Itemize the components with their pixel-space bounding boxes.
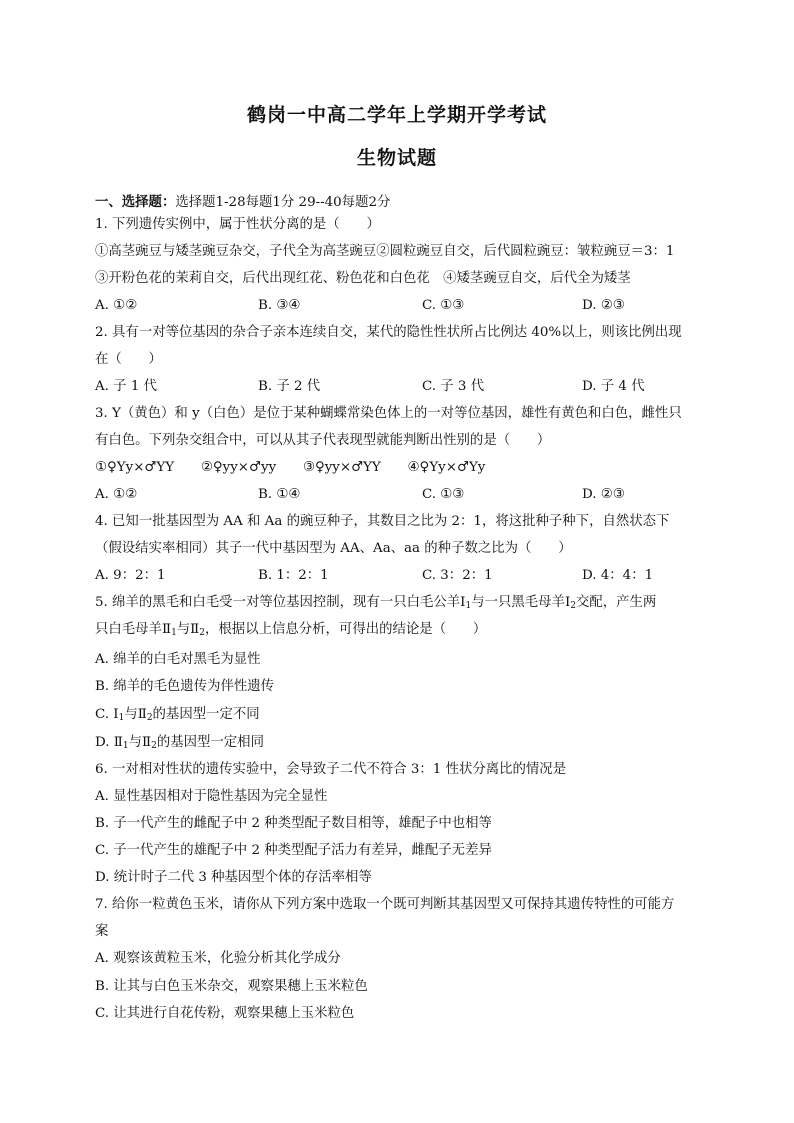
q5c-text: 与Ⅱ	[124, 707, 147, 722]
q4-stem: 4. 已知一批基因型为 AA 和 Aa 的豌豆种子，其数目之比为 2：1，将这批种子种下，自然状态下	[95, 514, 670, 529]
q5-text: 5. 绵羊的黑毛和白毛受一对等位基因控制，现有一只白毛公羊Ⅰ	[95, 595, 466, 610]
q5-option-b: B. 绵羊的毛色遗传为伴性遗传	[95, 679, 275, 694]
q7-option-c: C. 让其进行自花传粉，观察果穗上玉米粒色	[95, 1006, 355, 1021]
section-heading	[95, 196, 390, 209]
q7-option-a: A. 观察该黄粒玉米，化验分析其化学成分	[95, 951, 341, 966]
q5c-sub: 1	[118, 713, 125, 723]
q5-text: 只白毛母羊Ⅱ	[95, 622, 172, 637]
q5-text: ，根据以上信息分析，可得出的结论是（ ）	[205, 622, 487, 637]
q5d-sub: 1	[122, 741, 129, 751]
q3-stem: 3. Y（黄色）和 y（白色）是位于某种蝴蝶常染色体上的一对等位基因，雄性有黄色和白色，雌性只	[95, 406, 682, 421]
q1-line2: ①高茎豌豆与矮茎豌豆杂交，子代全为高茎豌豆②圆粒豌豆自交，后代圆粒豌豆：皱粒豌豆＝3：1	[95, 244, 675, 259]
section-desc: 选择题1-28每题1分 29--40每题2分	[175, 195, 391, 210]
q4-line2: （假设结实率相同）其子一代中基因型为 AA、Aa、aa 的种子数之比为（ ）	[95, 541, 572, 556]
q3-combos: ①♀Yy×♂YY ②♀yy×♂yy ③♀yy×♂YY ④♀Yy×♂Yy	[95, 460, 486, 475]
q5-text: 与Ⅱ	[176, 622, 200, 637]
section-label: 一、选择题：	[95, 194, 176, 210]
q5-sub: 2	[570, 601, 576, 611]
q5-sub: 1	[171, 628, 177, 638]
q5c-text: C. Ⅰ	[95, 707, 119, 722]
page-title: 鹤岗一中高二学年上学期开学考试	[246, 104, 547, 126]
q2-option-b: B. 子 2 代	[258, 379, 321, 394]
q5-option-a: A. 绵羊的白毛对黑毛为显性	[95, 652, 261, 667]
q5-line2	[95, 623, 486, 636]
q1-stem: 1. 下列遗传实例中，属于性状分离的是（ ）	[95, 217, 380, 232]
page-subtitle: 生物试题	[356, 147, 437, 169]
q3-option-d: D. ②③	[582, 487, 625, 502]
q4-option-c: C. 3：2：1	[422, 568, 493, 583]
q1-option-a: A. ①②	[95, 298, 138, 313]
q3-line2: 有白色。下列杂交组合中，可以从其子代表现型就能判断出性别的是（ ）	[95, 433, 551, 448]
q7-stem: 7. 给你一粒黄色玉米，请你从下列方案中选取一个既可判断其基因型又可保持其遗传特性的可能方	[95, 897, 675, 912]
q5-text: 与一只黑毛母羊Ⅰ	[471, 595, 571, 610]
q6-stem: 6. 一对相对性状的遗传实验中，会导致子二代不符合 3：1 性状分离比的情况是	[95, 762, 567, 777]
q5d-text: 的基因型一定相同	[156, 735, 264, 750]
q2-option-d: D. 子 4 代	[582, 379, 645, 394]
q6-option-d: D. 统计时子二代 3 种基因型个体的存活率相等	[95, 870, 372, 885]
q5-text: 交配，产生两	[575, 595, 657, 610]
q2-stem: 2. 具有一对等位基因的杂合子亲本连续自交，某代的隐性性状所占比例达 40%以上，则该比例出现	[95, 325, 682, 340]
q5d-text: 与Ⅱ	[128, 735, 152, 750]
q4-option-b: B. 1：2：1	[258, 568, 329, 583]
q5-sub: 2	[199, 628, 206, 638]
q7-option-b: B. 让其与白色玉米杂交，观察果穗上玉米粒色	[95, 979, 368, 994]
q3-option-b: B. ①④	[258, 487, 301, 502]
q4-option-a: A. 9：2：1	[95, 568, 166, 583]
q6-option-c: C. 子一代产生的雄配子中 2 种类型配子活力有差异，雌配子无差异	[95, 843, 492, 858]
q5-sub: 1	[465, 601, 472, 611]
q1-option-b: B. ③④	[258, 298, 301, 313]
q5d-sub: 2	[151, 741, 157, 751]
q3-option-a: A. ①②	[95, 487, 138, 502]
q5d-text: D. Ⅱ	[95, 735, 123, 750]
q5-stem	[95, 596, 656, 609]
q5c-sub: 2	[146, 713, 153, 723]
q2-option-a: A. 子 1 代	[95, 379, 157, 394]
q5-option-d	[95, 736, 264, 749]
q1-line3: ③开粉色花的茉莉自交，后代出现红花、粉色花和白色花 ④矮茎豌豆自交，后代全为矮茎	[95, 271, 631, 286]
q6-option-a: A. 显性基因相对于隐性基因为完全显性	[95, 789, 328, 804]
q2-line2: 在（ ）	[95, 352, 162, 367]
q5c-text: 的基因型一定不同	[152, 707, 260, 722]
q4-option-d: D. 4：4：1	[582, 568, 654, 583]
q2-option-c: C. 子 3 代	[422, 379, 485, 394]
q3-option-c: C. ①③	[422, 487, 465, 502]
q7-line2: 案	[95, 924, 109, 939]
q1-option-c: C. ①③	[422, 298, 465, 313]
q1-option-d: D. ②③	[582, 298, 625, 313]
q5-option-c	[95, 708, 260, 721]
q6-option-b: B. 子一代产生的雌配子中 2 种类型配子数目相等，雄配子中也相等	[95, 816, 492, 831]
